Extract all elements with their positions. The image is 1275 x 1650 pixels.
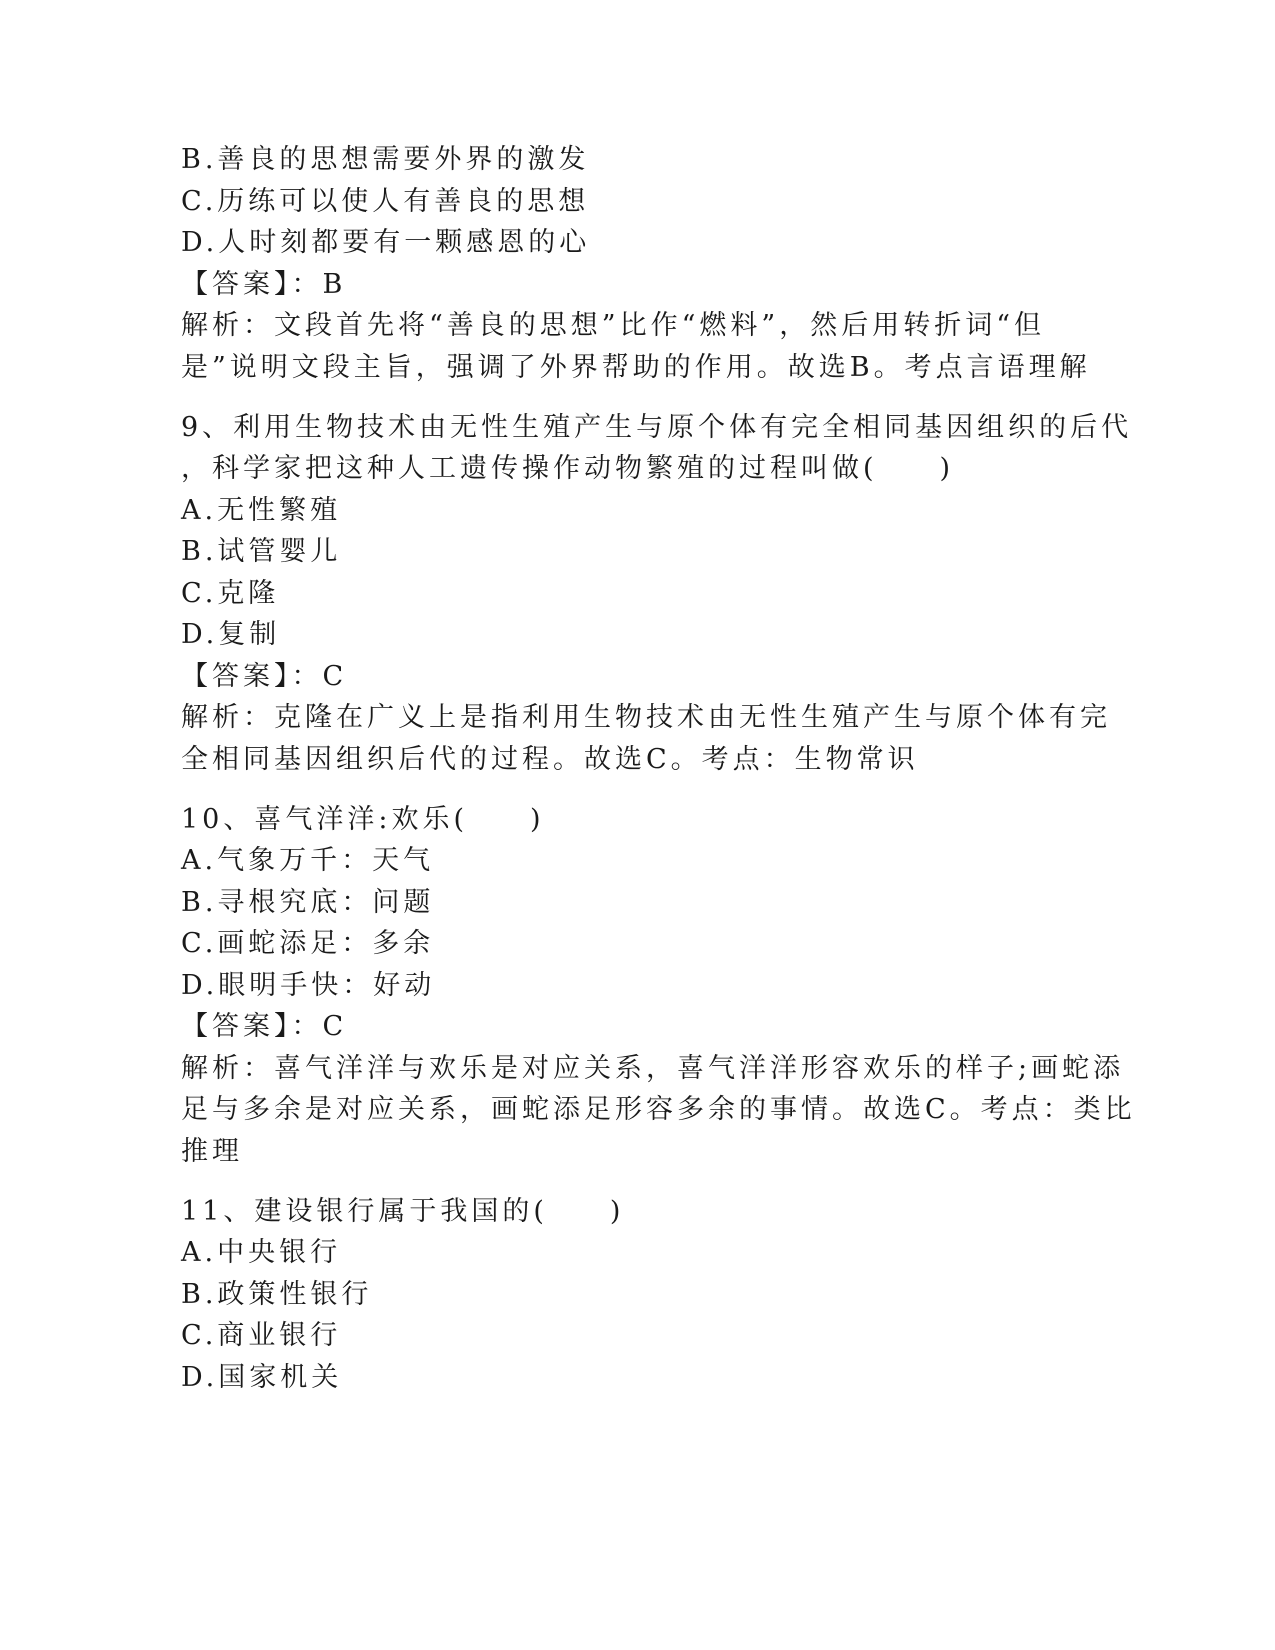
q9-analysis-line-2: 全相同基因组织后代的过程。故选C。考点：生物常识	[181, 744, 919, 775]
q11-option-b: B.政策性银行	[181, 1279, 373, 1310]
q8-option-b: B.善良的思想需要外界的激发	[181, 144, 590, 175]
q10-analysis-line-2: 足与多余是对应关系，画蛇添足形容多余的事情。故选C。考点：类比	[181, 1094, 1136, 1125]
q10-option-a: A.气象万千：天气	[181, 845, 435, 876]
q10-answer: 【答案】：C	[181, 1011, 348, 1042]
q10-option-c: C.画蛇添足：多余	[181, 928, 435, 959]
q8-analysis-line-1: 解析：文段首先将“善良的思想”比作“燃料”，然后用转折词“但	[181, 310, 1046, 341]
q9-answer: 【答案】：C	[181, 661, 348, 692]
q9-option-a: A.无性繁殖	[181, 495, 342, 526]
q8-option-d: D.人时刻都要有一颗感恩的心	[181, 227, 591, 258]
q11-option-d: D.国家机关	[181, 1362, 343, 1393]
q9-stem-line-2: ，科学家把这种人工遗传操作动物繁殖的过程叫做( )	[181, 453, 955, 484]
q9-stem-line-1: 9、利用生物技术由无性生殖产生与原个体有完全相同基因组织的后代	[181, 412, 1133, 443]
q9-option-b: B.试管婴儿	[181, 536, 342, 567]
q10-option-d: D.眼明手快：好动	[181, 970, 436, 1001]
q8-answer: 【答案】：B	[181, 269, 347, 300]
q10-analysis-line-3: 推理	[181, 1136, 243, 1167]
q10-analysis-line-1: 解析：喜气洋洋与欢乐是对应关系，喜气洋洋形容欢乐的样子;画蛇添	[181, 1053, 1125, 1084]
q9-option-c: C.克隆	[181, 578, 280, 609]
q11-option-c: C.商业银行	[181, 1320, 342, 1351]
q11-option-a: A.中央银行	[181, 1237, 342, 1268]
q8-option-c: C.历练可以使人有善良的思想	[181, 186, 590, 217]
q11-stem: 11、建设银行属于我国的( )	[181, 1196, 625, 1227]
q9-analysis-line-1: 解析：克隆在广义上是指利用生物技术由无性生殖产生与原个体有完	[181, 702, 1111, 733]
q10-stem: 10、喜气洋洋:欢乐( )	[181, 804, 545, 835]
q10-option-b: B.寻根究底：问题	[181, 887, 435, 918]
q8-analysis-line-2: 是”说明文段主旨，强调了外界帮助的作用。故选B。考点言语理解	[181, 352, 1091, 383]
q9-option-d: D.复制	[181, 619, 281, 650]
